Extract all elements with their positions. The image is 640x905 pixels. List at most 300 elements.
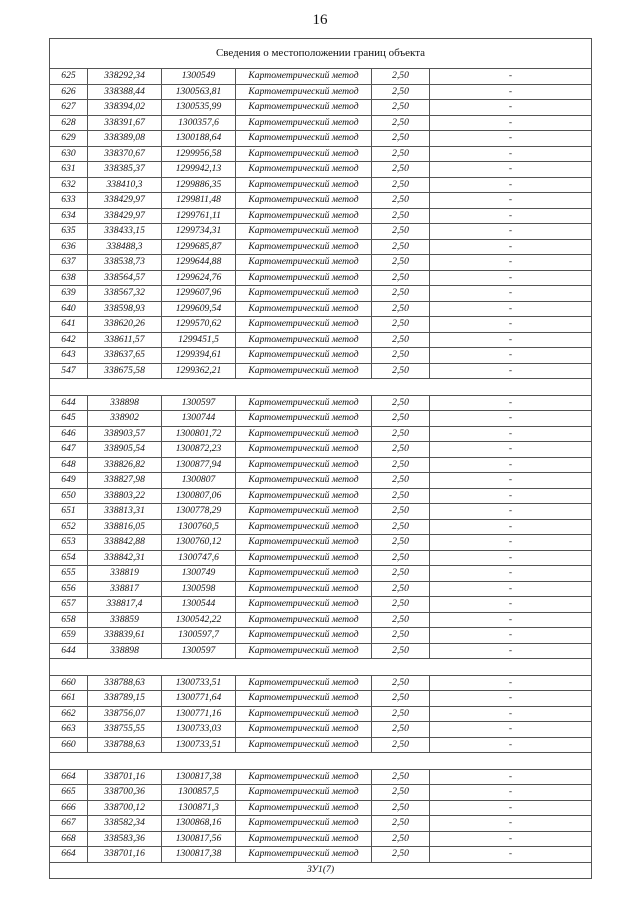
y-coordinate-cell: 1300760,12 — [162, 535, 236, 551]
point-number-cell: 642 — [50, 332, 88, 348]
point-number-cell: 650 — [50, 488, 88, 504]
accuracy-cell: 2,50 — [372, 363, 430, 379]
y-coordinate-cell: 1299685,87 — [162, 239, 236, 255]
method-cell: Картометрический метод — [236, 363, 372, 379]
table-row — [50, 208, 592, 224]
x-coordinate-cell: 338817,4 — [88, 597, 162, 613]
point-number-cell: 645 — [50, 411, 88, 427]
accuracy-cell: 2,50 — [372, 769, 430, 785]
description-cell: - — [430, 847, 592, 863]
point-number-cell: 625 — [50, 69, 88, 85]
description-cell: - — [430, 831, 592, 847]
description-cell: - — [430, 146, 592, 162]
accuracy-cell: 2,50 — [372, 224, 430, 240]
point-number-cell: 660 — [50, 675, 88, 691]
table-row — [50, 800, 592, 816]
point-number-cell: 655 — [50, 566, 88, 582]
x-coordinate-cell: 338429,97 — [88, 193, 162, 209]
table-row — [50, 442, 592, 458]
point-number-cell: 633 — [50, 193, 88, 209]
table-row — [50, 286, 592, 302]
y-coordinate-cell: 1300744 — [162, 411, 236, 427]
description-cell: - — [430, 581, 592, 597]
point-number-cell: 629 — [50, 131, 88, 147]
description-cell: - — [430, 69, 592, 85]
method-cell: Картометрический метод — [236, 177, 372, 193]
table-row — [50, 816, 592, 832]
description-cell: - — [430, 131, 592, 147]
table-row — [50, 550, 592, 566]
point-number-cell: 639 — [50, 286, 88, 302]
description-cell: - — [430, 597, 592, 613]
method-cell: Картометрический метод — [236, 691, 372, 707]
y-coordinate-cell: 1299886,35 — [162, 177, 236, 193]
x-coordinate-cell: 338564,57 — [88, 270, 162, 286]
x-coordinate-cell: 338611,57 — [88, 332, 162, 348]
page-number: 16 — [312, 12, 328, 28]
method-cell: Картометрический метод — [236, 193, 372, 209]
point-number-cell: 652 — [50, 519, 88, 535]
description-cell: - — [430, 193, 592, 209]
method-cell: Картометрический метод — [236, 847, 372, 863]
y-coordinate-cell: 1299942,13 — [162, 162, 236, 178]
description-cell: - — [430, 816, 592, 832]
description-cell: - — [430, 722, 592, 738]
method-cell: Картометрический метод — [236, 800, 372, 816]
accuracy-cell: 2,50 — [372, 208, 430, 224]
y-coordinate-cell: 1300549 — [162, 69, 236, 85]
y-coordinate-cell: 1300871,3 — [162, 800, 236, 816]
description-cell: - — [430, 628, 592, 644]
y-coordinate-cell: 1299570,62 — [162, 317, 236, 333]
point-number-cell: 654 — [50, 550, 88, 566]
method-cell: Картометрический метод — [236, 816, 372, 832]
method-cell: Картометрический метод — [236, 612, 372, 628]
description-cell: - — [430, 691, 592, 707]
accuracy-cell: 2,50 — [372, 115, 430, 131]
point-number-cell: 630 — [50, 146, 88, 162]
description-cell: - — [430, 332, 592, 348]
y-coordinate-cell: 1300857,5 — [162, 785, 236, 801]
y-coordinate-cell: 1299394,61 — [162, 348, 236, 364]
accuracy-cell: 2,50 — [372, 348, 430, 364]
method-cell: Картометрический метод — [236, 115, 372, 131]
accuracy-cell: 2,50 — [372, 488, 430, 504]
accuracy-cell: 2,50 — [372, 566, 430, 582]
method-cell: Картометрический метод — [236, 566, 372, 582]
x-coordinate-cell: 338538,73 — [88, 255, 162, 271]
method-cell: Картометрический метод — [236, 769, 372, 785]
method-cell: Картометрический метод — [236, 831, 372, 847]
y-coordinate-cell: 1300778,29 — [162, 504, 236, 520]
y-coordinate-cell: 1300877,94 — [162, 457, 236, 473]
y-coordinate-cell: 1300771,16 — [162, 706, 236, 722]
x-coordinate-cell: 338859 — [88, 612, 162, 628]
footer-label: ЗУ1(7) — [50, 862, 592, 878]
table-row — [50, 643, 592, 659]
table-row — [50, 270, 592, 286]
x-coordinate-cell: 338385,37 — [88, 162, 162, 178]
table-row — [50, 177, 592, 193]
description-cell: - — [430, 162, 592, 178]
table-row — [50, 612, 592, 628]
description-cell: - — [430, 457, 592, 473]
point-number-cell: 640 — [50, 301, 88, 317]
description-cell: - — [430, 769, 592, 785]
y-coordinate-cell: 1300817,56 — [162, 831, 236, 847]
accuracy-cell: 2,50 — [372, 800, 430, 816]
point-number-cell: 661 — [50, 691, 88, 707]
y-coordinate-cell: 1300817,38 — [162, 769, 236, 785]
x-coordinate-cell: 338788,63 — [88, 675, 162, 691]
accuracy-cell: 2,50 — [372, 442, 430, 458]
point-number-cell: 657 — [50, 597, 88, 613]
method-cell: Картометрический метод — [236, 69, 372, 85]
boundary-table — [49, 38, 592, 879]
method-cell: Картометрический метод — [236, 519, 372, 535]
description-cell: - — [430, 177, 592, 193]
method-cell: Картометрический метод — [236, 84, 372, 100]
y-coordinate-cell: 1299607,96 — [162, 286, 236, 302]
point-number-cell: 653 — [50, 535, 88, 551]
x-coordinate-cell: 338756,07 — [88, 706, 162, 722]
table-row — [50, 488, 592, 504]
method-cell: Картометрический метод — [236, 473, 372, 489]
table-row — [50, 224, 592, 240]
x-coordinate-cell: 338292,34 — [88, 69, 162, 85]
method-cell: Картометрический метод — [236, 224, 372, 240]
table-title-row — [50, 39, 592, 69]
x-coordinate-cell: 338816,05 — [88, 519, 162, 535]
y-coordinate-cell: 1300542,22 — [162, 612, 236, 628]
accuracy-cell: 2,50 — [372, 239, 430, 255]
accuracy-cell: 2,50 — [372, 395, 430, 411]
point-number-cell: 647 — [50, 442, 88, 458]
x-coordinate-cell: 338898 — [88, 643, 162, 659]
description-cell: - — [430, 473, 592, 489]
description-cell: - — [430, 84, 592, 100]
table-row — [50, 706, 592, 722]
y-coordinate-cell: 1299761,11 — [162, 208, 236, 224]
y-coordinate-cell: 1300598 — [162, 581, 236, 597]
y-coordinate-cell: 1300807 — [162, 473, 236, 489]
x-coordinate-cell: 338755,55 — [88, 722, 162, 738]
table-row — [50, 131, 592, 147]
x-coordinate-cell: 338567,32 — [88, 286, 162, 302]
accuracy-cell: 2,50 — [372, 504, 430, 520]
point-number-cell: 632 — [50, 177, 88, 193]
y-coordinate-cell: 1300749 — [162, 566, 236, 582]
table-row — [50, 519, 592, 535]
x-coordinate-cell: 338675,58 — [88, 363, 162, 379]
point-number-cell: 664 — [50, 769, 88, 785]
method-cell: Картометрический метод — [236, 208, 372, 224]
table-row — [50, 348, 592, 364]
description-cell: - — [430, 208, 592, 224]
separator-cell — [50, 659, 592, 676]
description-cell: - — [430, 224, 592, 240]
table-row — [50, 847, 592, 863]
method-cell: Картометрический метод — [236, 286, 372, 302]
description-cell: - — [430, 675, 592, 691]
x-coordinate-cell: 338598,93 — [88, 301, 162, 317]
y-coordinate-cell: 1300733,51 — [162, 737, 236, 753]
x-coordinate-cell: 338389,08 — [88, 131, 162, 147]
y-coordinate-cell: 1299362,21 — [162, 363, 236, 379]
accuracy-cell: 2,50 — [372, 722, 430, 738]
method-cell: Картометрический метод — [236, 239, 372, 255]
x-coordinate-cell: 338826,82 — [88, 457, 162, 473]
y-coordinate-cell: 1299644,88 — [162, 255, 236, 271]
y-coordinate-cell: 1299451,5 — [162, 332, 236, 348]
table-row — [50, 566, 592, 582]
accuracy-cell: 2,50 — [372, 643, 430, 659]
table-row — [50, 363, 592, 379]
description-cell: - — [430, 395, 592, 411]
accuracy-cell: 2,50 — [372, 84, 430, 100]
accuracy-cell: 2,50 — [372, 177, 430, 193]
description-cell: - — [430, 550, 592, 566]
point-number-cell: 656 — [50, 581, 88, 597]
x-coordinate-cell: 338429,97 — [88, 208, 162, 224]
method-cell: Картометрический метод — [236, 348, 372, 364]
point-number-cell: 663 — [50, 722, 88, 738]
description-cell: - — [430, 301, 592, 317]
method-cell: Картометрический метод — [236, 706, 372, 722]
table-row — [50, 115, 592, 131]
description-cell: - — [430, 737, 592, 753]
description-cell: - — [430, 115, 592, 131]
x-coordinate-cell: 338817 — [88, 581, 162, 597]
y-coordinate-cell: 1300563,81 — [162, 84, 236, 100]
accuracy-cell: 2,50 — [372, 847, 430, 863]
description-cell: - — [430, 363, 592, 379]
y-coordinate-cell: 1300760,5 — [162, 519, 236, 535]
accuracy-cell: 2,50 — [372, 597, 430, 613]
accuracy-cell: 2,50 — [372, 581, 430, 597]
table-row — [50, 722, 592, 738]
x-coordinate-cell: 338789,15 — [88, 691, 162, 707]
accuracy-cell: 2,50 — [372, 69, 430, 85]
y-coordinate-cell: 1299811,48 — [162, 193, 236, 209]
x-coordinate-cell: 338898 — [88, 395, 162, 411]
boundary-table-sheet — [49, 38, 591, 879]
point-number-cell: 668 — [50, 831, 88, 847]
description-cell: - — [430, 239, 592, 255]
method-cell: Картометрический метод — [236, 581, 372, 597]
method-cell: Картометрический метод — [236, 457, 372, 473]
method-cell: Картометрический метод — [236, 100, 372, 116]
point-number-cell: 664 — [50, 847, 88, 863]
accuracy-cell: 2,50 — [372, 550, 430, 566]
group-separator-row — [50, 753, 592, 770]
table-row — [50, 411, 592, 427]
accuracy-cell: 2,50 — [372, 473, 430, 489]
group-separator-row — [50, 379, 592, 396]
description-cell: - — [430, 566, 592, 582]
point-number-cell: 667 — [50, 816, 88, 832]
y-coordinate-cell: 1300188,64 — [162, 131, 236, 147]
table-row — [50, 255, 592, 271]
y-coordinate-cell: 1300872,23 — [162, 442, 236, 458]
y-coordinate-cell: 1300535,99 — [162, 100, 236, 116]
y-coordinate-cell: 1300597,7 — [162, 628, 236, 644]
method-cell: Картометрический метод — [236, 270, 372, 286]
table-row — [50, 675, 592, 691]
description-cell: - — [430, 100, 592, 116]
method-cell: Картометрический метод — [236, 488, 372, 504]
point-number-cell: 644 — [50, 395, 88, 411]
description-cell: - — [430, 348, 592, 364]
accuracy-cell: 2,50 — [372, 146, 430, 162]
method-cell: Картометрический метод — [236, 675, 372, 691]
method-cell: Картометрический метод — [236, 162, 372, 178]
table-row — [50, 332, 592, 348]
point-number-cell: 628 — [50, 115, 88, 131]
method-cell: Картометрический метод — [236, 504, 372, 520]
table-row — [50, 769, 592, 785]
x-coordinate-cell: 338582,34 — [88, 816, 162, 832]
accuracy-cell: 2,50 — [372, 301, 430, 317]
x-coordinate-cell: 338903,57 — [88, 426, 162, 442]
table-row — [50, 473, 592, 489]
y-coordinate-cell: 1300597 — [162, 395, 236, 411]
point-number-cell: 659 — [50, 628, 88, 644]
accuracy-cell: 2,50 — [372, 286, 430, 302]
x-coordinate-cell: 338388,44 — [88, 84, 162, 100]
point-number-cell: 627 — [50, 100, 88, 116]
method-cell: Картометрический метод — [236, 737, 372, 753]
x-coordinate-cell: 338788,63 — [88, 737, 162, 753]
point-number-cell: 648 — [50, 457, 88, 473]
x-coordinate-cell: 338370,67 — [88, 146, 162, 162]
point-number-cell: 637 — [50, 255, 88, 271]
y-coordinate-cell: 1300868,16 — [162, 816, 236, 832]
table-row — [50, 737, 592, 753]
table-footer-row — [50, 862, 592, 878]
x-coordinate-cell: 338700,36 — [88, 785, 162, 801]
description-cell: - — [430, 255, 592, 271]
y-coordinate-cell: 1300733,51 — [162, 675, 236, 691]
x-coordinate-cell: 338842,31 — [88, 550, 162, 566]
table-row — [50, 301, 592, 317]
description-cell: - — [430, 442, 592, 458]
point-number-cell: 646 — [50, 426, 88, 442]
description-cell: - — [430, 785, 592, 801]
x-coordinate-cell: 338488,3 — [88, 239, 162, 255]
description-cell: - — [430, 519, 592, 535]
method-cell: Картометрический метод — [236, 785, 372, 801]
x-coordinate-cell: 338905,54 — [88, 442, 162, 458]
group-separator-row — [50, 659, 592, 676]
accuracy-cell: 2,50 — [372, 457, 430, 473]
point-number-cell: 660 — [50, 737, 88, 753]
table-title: Сведения о местоположении границ объекта — [50, 39, 592, 69]
table-row — [50, 395, 592, 411]
x-coordinate-cell: 338701,16 — [88, 769, 162, 785]
table-row — [50, 504, 592, 520]
separator-cell — [50, 379, 592, 396]
method-cell: Картометрический метод — [236, 426, 372, 442]
description-cell: - — [430, 317, 592, 333]
y-coordinate-cell: 1300817,38 — [162, 847, 236, 863]
table-row — [50, 193, 592, 209]
separator-cell — [50, 753, 592, 770]
table-row — [50, 535, 592, 551]
x-coordinate-cell: 338819 — [88, 566, 162, 582]
table-row — [50, 162, 592, 178]
table-row — [50, 317, 592, 333]
point-number-cell: 643 — [50, 348, 88, 364]
accuracy-cell: 2,50 — [372, 628, 430, 644]
method-cell: Картометрический метод — [236, 535, 372, 551]
method-cell: Картометрический метод — [236, 722, 372, 738]
y-coordinate-cell: 1300357,6 — [162, 115, 236, 131]
accuracy-cell: 2,50 — [372, 162, 430, 178]
description-cell: - — [430, 426, 592, 442]
point-number-cell: 641 — [50, 317, 88, 333]
accuracy-cell: 2,50 — [372, 612, 430, 628]
y-coordinate-cell: 1299609,54 — [162, 301, 236, 317]
method-cell: Картометрический метод — [236, 255, 372, 271]
y-coordinate-cell: 1299624,76 — [162, 270, 236, 286]
table-row — [50, 628, 592, 644]
accuracy-cell: 2,50 — [372, 519, 430, 535]
point-number-cell: 649 — [50, 473, 88, 489]
x-coordinate-cell: 338700,12 — [88, 800, 162, 816]
x-coordinate-cell: 338433,15 — [88, 224, 162, 240]
table-row — [50, 581, 592, 597]
table-row — [50, 785, 592, 801]
accuracy-cell: 2,50 — [372, 785, 430, 801]
y-coordinate-cell: 1300801,72 — [162, 426, 236, 442]
point-number-cell: 651 — [50, 504, 88, 520]
accuracy-cell: 2,50 — [372, 270, 430, 286]
table-row — [50, 84, 592, 100]
point-number-cell: 634 — [50, 208, 88, 224]
point-number-cell: 626 — [50, 84, 88, 100]
method-cell: Картометрический метод — [236, 643, 372, 659]
description-cell: - — [430, 270, 592, 286]
y-coordinate-cell: 1300597 — [162, 643, 236, 659]
point-number-cell: 631 — [50, 162, 88, 178]
accuracy-cell: 2,50 — [372, 317, 430, 333]
accuracy-cell: 2,50 — [372, 675, 430, 691]
y-coordinate-cell: 1300771,64 — [162, 691, 236, 707]
accuracy-cell: 2,50 — [372, 706, 430, 722]
table-row — [50, 239, 592, 255]
point-number-cell: 658 — [50, 612, 88, 628]
x-coordinate-cell: 338394,02 — [88, 100, 162, 116]
table-row — [50, 457, 592, 473]
point-number-cell: 644 — [50, 643, 88, 659]
description-cell: - — [430, 488, 592, 504]
x-coordinate-cell: 338410,3 — [88, 177, 162, 193]
y-coordinate-cell: 1300733,03 — [162, 722, 236, 738]
method-cell: Картометрический метод — [236, 332, 372, 348]
accuracy-cell: 2,50 — [372, 131, 430, 147]
method-cell: Картометрический метод — [236, 411, 372, 427]
description-cell: - — [430, 535, 592, 551]
table-row — [50, 831, 592, 847]
description-cell: - — [430, 411, 592, 427]
description-cell: - — [430, 800, 592, 816]
x-coordinate-cell: 338637,65 — [88, 348, 162, 364]
table-row — [50, 597, 592, 613]
accuracy-cell: 2,50 — [372, 193, 430, 209]
table-row — [50, 146, 592, 162]
method-cell: Картометрический метод — [236, 317, 372, 333]
